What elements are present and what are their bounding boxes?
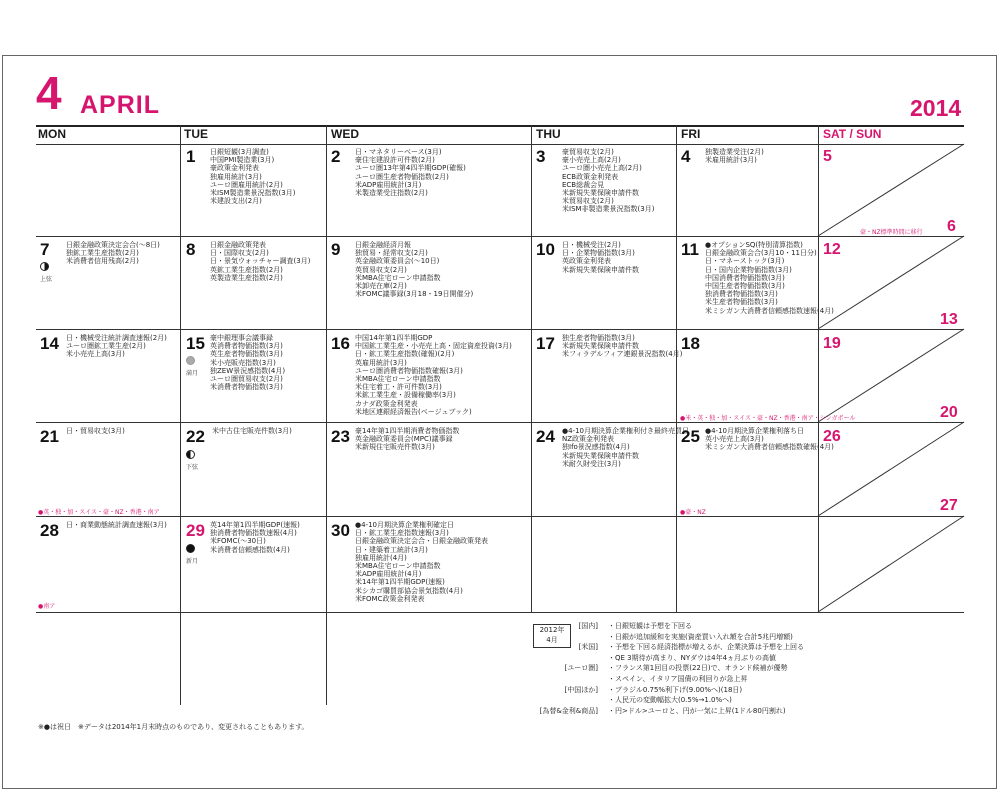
event-item: 米FOMC議事録(3月18・19日開催分) <box>355 290 474 299</box>
event-item: ●オプションSQ(特別清算指数) <box>705 241 803 249</box>
market-row-label: [為替&金利&商品] <box>539 706 598 715</box>
event-item: 中国14年第1四半期GDP <box>355 334 433 342</box>
event-item: ユーロ圏生産者物価指数(2月) <box>355 172 449 181</box>
footnote: ※●は祝日 ※データは2014年1月末時点のものであり、変更されることもあります。 <box>38 723 309 731</box>
event-item: 英鉱工業生産指数(2月) <box>210 265 283 274</box>
dow-sat-sun: SAT / SUN <box>823 127 882 141</box>
event-item: 米ISM製造業景況指数(3月) <box>210 189 296 198</box>
event-item: 独消費者物価指数速報(4月) <box>210 529 297 538</box>
moon-label: 満月 <box>186 370 199 377</box>
event-item: ユーロ圏鉱工業生産(2月) <box>66 342 146 351</box>
events-day-30 <box>355 521 488 603</box>
events-day-17 <box>562 334 682 359</box>
event-item: 英雇用統計(3月) <box>355 358 407 367</box>
market-row-label: [国内] <box>578 622 598 630</box>
event-item: 米鉱工業生産・設備稼働率(3月) <box>355 391 456 400</box>
event-item: ユーロ圏13年第4四半期GDP(確報) <box>355 164 466 173</box>
event-item: 日銀金融政策決定会合(～8日) <box>66 241 160 249</box>
market-row-text: ・日銀が追加緩和を実施(資産買い入れ額を合計5兆円増額) <box>608 632 793 641</box>
holiday-note-18: ●米・英・独・加・スイス・豪・NZ・香港・南ア・シンガポール <box>680 415 856 422</box>
event-item: ユーロ圏小売売上高(2月) <box>562 164 642 173</box>
event-item: 米フィラデルフィア連銀景況指数(4月) <box>562 350 683 359</box>
event-item: 中国鉱工業生産・小売売上高・固定資産投資(3月) <box>355 342 512 351</box>
market-row-text: ・予想を下回る経済指標が増えるが、企業決算は予想を上回る <box>608 643 804 652</box>
event-item: NZ政策金利発表 <box>562 435 615 444</box>
day-10: 10 <box>536 240 555 259</box>
event-item: 英小売売上高(3月) <box>705 435 764 444</box>
event-item: 米ADP雇用統計(3月) <box>355 180 422 189</box>
event-item: 日・機械受注(2月) <box>562 241 621 249</box>
day-7: 7 <box>40 240 50 259</box>
day-28: 28 <box>40 521 59 540</box>
event-item: 独製造業受注(2月) <box>705 148 764 156</box>
event-item: 米生産者物価指数(3月) <box>705 298 778 307</box>
month-name: APRIL <box>80 91 160 119</box>
event-item: 豪小売売上高(2月) <box>562 156 621 165</box>
event-item: 米ミシガン大消費者信頼感指数速報(4月) <box>705 306 834 315</box>
events-day-7 <box>66 241 160 266</box>
event-item: 米貿易収支(2月) <box>562 197 614 206</box>
event-item: 米新規失業保険申請件数 <box>562 265 639 274</box>
event-item: 米FOMC(～30日) <box>210 537 266 546</box>
event-item: 米消費者信頼感指数(4月) <box>210 545 290 554</box>
moon-label: 下弦 <box>186 464 199 471</box>
events-day-23 <box>355 427 459 452</box>
event-item: 米製造業受注指数(2月) <box>355 189 428 198</box>
event-item: 日・企業物価指数(3月) <box>562 249 635 258</box>
reference-month: 4月 <box>546 636 558 644</box>
event-item: 日・マネーストック(3月) <box>705 257 785 266</box>
events-day-29 <box>210 521 300 554</box>
event-item: 豪政策金利発表 <box>210 164 259 173</box>
event-item: 独Ifo景況感指数(4月) <box>562 443 630 452</box>
events-day-3 <box>562 148 654 214</box>
event-item: 米中古住宅販売件数(3月) <box>212 427 292 435</box>
event-item: ●4-10月期決算企業権利確定日 <box>355 521 454 529</box>
events-day-24 <box>562 427 689 468</box>
day-11: 11 <box>681 240 699 259</box>
event-item: 英製造業生産指数(2月) <box>210 273 283 282</box>
event-item: 日・鉱工業生産指数速報(3月) <box>355 529 449 538</box>
event-item: 中国生産者物価指数(3月) <box>705 282 785 291</box>
event-item: 豪住宅建設許可件数(2月) <box>355 156 435 165</box>
event-item: 日銀金融政策発表 <box>210 241 266 249</box>
event-item: 日・貿易収支(3月) <box>66 427 125 435</box>
market-row-text: ・日銀短観は予想を下回る <box>608 622 692 630</box>
event-item: ●4-10月期決算企業権利付き最終売買日 <box>562 427 689 435</box>
event-item: ECB総裁会見 <box>562 180 605 189</box>
event-item: 日・国内企業物価指数(3月) <box>705 265 792 274</box>
market-row-text: ・QE 3期待が高まり、NYダウは4年4ヵ月ぶりの高値 <box>608 653 777 662</box>
event-item: 米ミシガン大消費者信頼感指数確報(4月) <box>705 443 834 452</box>
event-item: 独雇用統計(3月) <box>210 172 262 181</box>
full-moon-icon <box>186 356 195 365</box>
event-item: 英金融政策委員会(～10日) <box>355 257 440 266</box>
event-item: ユーロ圏消費者物価指数確報(3月) <box>355 366 463 375</box>
day-13: 13 <box>940 311 958 328</box>
event-item: 米住宅着工・許可件数(3月) <box>355 383 442 392</box>
event-item: 米小売売上高(3月) <box>66 350 125 359</box>
day-20: 20 <box>940 404 958 421</box>
dow-tue: TUE <box>184 127 208 141</box>
dow-fri: FRI <box>681 127 701 141</box>
moon-label: 新月 <box>186 558 199 565</box>
event-item: 米耐久財受注(3月) <box>562 459 621 468</box>
event-item: 日・機械受注統計調査速報(2月) <box>66 334 167 342</box>
event-item: 英14年第1四半期GDP(速報) <box>210 521 300 529</box>
day-8: 8 <box>186 240 196 259</box>
event-item: 独生産者物価指数(3月) <box>562 334 635 342</box>
day-18: 18 <box>681 334 700 353</box>
day-6-note: 豪・NZ標準時間に移行 <box>860 229 923 236</box>
dow-wed: WED <box>331 127 359 141</box>
events-day-2 <box>355 148 466 197</box>
day-14: 14 <box>40 334 59 353</box>
event-item: 日銀金融経済月報 <box>355 241 411 249</box>
market-row-text: ・円>ドル>ユーロと、円が一気に上昇(1ドル80円割れ) <box>608 706 786 715</box>
market-row-text: ・フランス第1回目の投票(22日)で、オランド候補が優勢 <box>608 664 788 673</box>
day-5: 5 <box>823 148 832 165</box>
holiday-note-28: ●南ア <box>38 603 56 610</box>
day-2: 2 <box>331 147 341 166</box>
event-item: 日・商業動態統計調査速報(3月) <box>66 521 167 529</box>
event-item: 米FOMC政策金利発表 <box>355 594 425 603</box>
day-30: 30 <box>331 521 350 540</box>
event-item: 米MBA住宅ローン申請指数 <box>355 273 441 282</box>
event-item: 米卸売在庫(2月) <box>355 282 407 291</box>
event-item: 米新規住宅販売件数(3月) <box>355 443 435 452</box>
events-day-10 <box>562 241 639 274</box>
market-reference-box <box>533 624 571 648</box>
event-item: 英消費者物価指数(3月) <box>210 342 283 351</box>
event-item: 英貿易収支(2月) <box>355 265 407 274</box>
day-22: 22 <box>186 427 205 446</box>
event-item: 米新規失業保険申請件数 <box>562 342 639 351</box>
event-item: 米建設支出(2月) <box>210 197 262 206</box>
events-day-14 <box>66 334 167 359</box>
day-25: 25 <box>681 427 700 446</box>
events-day-16 <box>355 334 512 416</box>
event-item: 米14年第1四半期GDP(速報) <box>355 578 445 587</box>
event-item: 米小売販売指数(3月) <box>210 358 276 367</box>
day-16: 16 <box>331 334 350 353</box>
event-item: 日銀金融政策決定会合・日銀金融政策発表 <box>355 537 488 546</box>
event-item: ユーロ圏貿易収支(2月) <box>210 375 283 384</box>
year-label: 2014 <box>910 95 962 121</box>
market-row-text: ・人民元の変動幅拡大(0.5%→1.0%へ) <box>608 696 732 705</box>
event-item: 英生産者物価指数(3月) <box>210 350 283 359</box>
event-item: 独消費者物価指数(3月) <box>705 290 778 299</box>
day-3: 3 <box>536 147 546 166</box>
new-moon-icon <box>186 544 195 553</box>
holiday-note-21: ●英・独・加・スイス・豪・NZ・香港・南ア <box>38 509 160 516</box>
event-item: ユーロ圏雇用統計(2月) <box>210 180 283 189</box>
events-day-25 <box>705 427 834 452</box>
day-12: 12 <box>823 241 841 258</box>
day-6: 6 <box>947 218 956 235</box>
events-day-9 <box>355 241 473 298</box>
first-quarter-moon-icon <box>40 262 49 271</box>
events-day-11 <box>705 241 834 315</box>
event-item: 米地区連銀経済報告(ベージュブック) <box>355 407 472 416</box>
event-item: 日・マネタリーベース(3月) <box>355 148 442 156</box>
day-17: 17 <box>536 334 555 353</box>
day-21: 21 <box>40 427 59 446</box>
market-row-text: ・スペイン、イタリア国債の利回りが急上昇 <box>608 675 748 683</box>
day-4: 4 <box>681 147 691 166</box>
event-item: 豪14年第1四半期消費者物価指数 <box>355 427 460 435</box>
day-9: 9 <box>331 240 341 259</box>
day-1: 1 <box>186 147 196 166</box>
day-29: 29 <box>186 521 205 540</box>
event-item: 独鉱工業生産指数(2月) <box>66 249 139 258</box>
day-19: 19 <box>823 335 841 352</box>
events-day-22 <box>212 427 292 435</box>
event-item: 日・国際収支(2月) <box>210 249 269 258</box>
day-26: 26 <box>823 428 841 445</box>
event-item: 米消費者信用残高(2月) <box>66 257 139 266</box>
event-item: ECB政策金利発表 <box>562 172 619 181</box>
event-item: 中国消費者物価指数(3月) <box>705 273 785 282</box>
day-23: 23 <box>331 427 350 446</box>
reference-year: 2012年 <box>539 626 565 634</box>
event-item: 米雇用統計(3月) <box>705 156 757 165</box>
event-item: ●4-10月期決算企業権利落ち日 <box>705 427 804 435</box>
day-24: 24 <box>536 427 555 446</box>
event-item: 米新規失業保険申請件数 <box>562 451 639 460</box>
event-item: カナダ政策金利発表 <box>355 399 418 408</box>
market-row-label: [中国ほか] <box>564 685 598 694</box>
event-item: 独雇用統計(4月) <box>355 553 407 562</box>
event-item: 米シカゴ購買部協会景気指数(4月) <box>355 586 463 595</box>
market-row-label: [ユーロ圏] <box>564 664 598 673</box>
day-27: 27 <box>940 497 958 514</box>
event-item: 独貿易・経常収支(2月) <box>355 249 428 258</box>
event-item: 日銀短観(3月調査) <box>210 148 269 156</box>
event-item: 独ZEW景況感指数(4月) <box>210 366 286 375</box>
events-day-4 <box>705 148 764 164</box>
event-item: 中国PMI製造業(3月) <box>210 156 275 165</box>
events-day-1 <box>210 148 295 205</box>
market-row-label: [米国] <box>578 643 598 652</box>
event-item: 日銀金融政策会合(3月10・11日分) <box>705 249 817 258</box>
event-item: 豪中銀理事会議事録 <box>210 334 273 342</box>
event-item: 日・景気ウォッチャー調査(3月) <box>210 257 311 266</box>
event-item: 米MBA住宅ローン申請指数 <box>355 562 441 571</box>
event-item: 英金融政策委員会(MPC)議事録 <box>355 435 453 444</box>
moon-label: 上弦 <box>40 276 53 283</box>
event-item: 米新規失業保険申請件数 <box>562 189 639 198</box>
dow-mon: MON <box>38 127 66 141</box>
event-item: 米ISM非製造業景況指数(3月) <box>562 205 655 214</box>
holiday-note-25: ●豪・NZ <box>680 509 706 516</box>
event-item: 米MBA住宅ローン申請指数 <box>355 375 441 384</box>
event-item: 日・建築着工統計(3月) <box>355 545 428 554</box>
event-item: 米消費者物価指数(3月) <box>210 383 283 392</box>
events-day-28 <box>66 521 167 529</box>
event-item: 米ADP雇用統計(4月) <box>355 570 422 579</box>
month-number: 4 <box>36 67 62 119</box>
events-day-15 <box>210 334 285 391</box>
market-row-text: ・ブラジル0.75%利下げ(9.00%へ)(18日) <box>608 685 743 694</box>
event-item: 英政策金利発表 <box>562 257 611 266</box>
event-item: 豪貿易収支(2月) <box>562 148 614 156</box>
dow-thu: THU <box>536 127 561 141</box>
last-quarter-moon-icon <box>186 450 195 459</box>
events-day-21 <box>66 427 125 435</box>
events-day-8 <box>210 241 310 282</box>
day-15: 15 <box>186 334 205 353</box>
event-item: 日・鉱工業生産指数(確報)(2月) <box>355 350 455 359</box>
